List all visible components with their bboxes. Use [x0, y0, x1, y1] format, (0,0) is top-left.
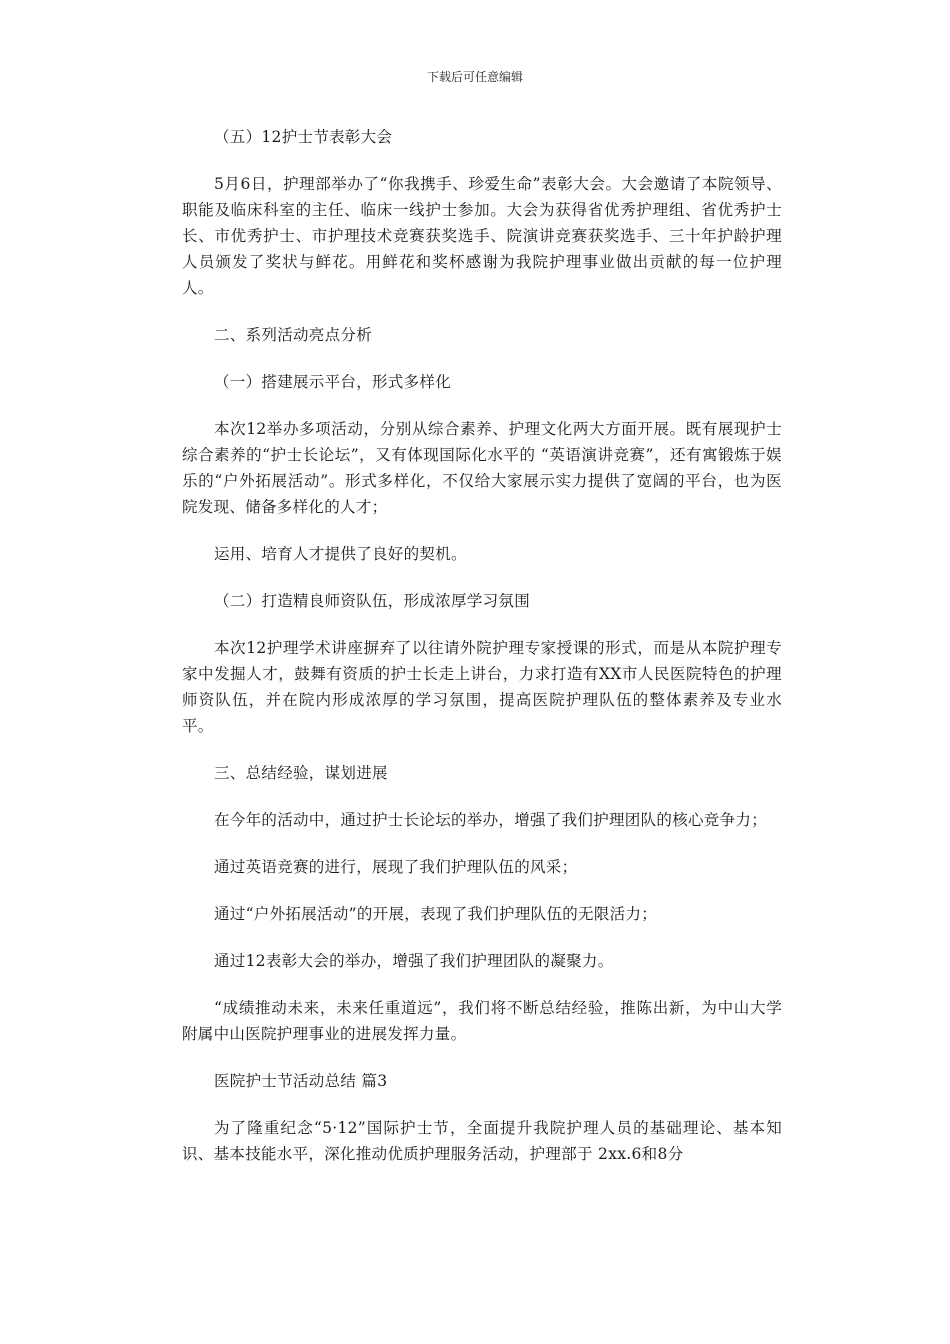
paragraph-future: “成绩推动未来，未来任重道远”，我们将不断总结经验，推陈出新，为中山大学附属中山医院护理事业的进展发挥力量。: [182, 999, 782, 1043]
paragraph-forum: 在今年的活动中，通过护士长论坛的举办，增强了我们护理团队的核心竞争力；: [214, 811, 768, 829]
paragraph-cohesion: 通过12表彰大会的举办，增强了我们护理团队的凝聚力。: [214, 952, 614, 970]
paragraph-part3-intro: 为了隆重纪念“5·12”国际护士节，全面提升我院护理人员的基础理论、基本知识、基本技能水平，深化推动优质护理服务活动，护理部于 2xx.6和8分: [182, 1119, 782, 1163]
subheading-faculty: （二）打造精良师资队伍，形成浓厚学习氛围: [214, 592, 531, 610]
paragraph-talent: 运用、培育人才提供了良好的契机。: [214, 545, 467, 563]
document-body: [182, 124, 782, 1167]
section-heading-award-ceremony: （五）12护士节表彰大会: [214, 128, 393, 146]
page-header-note: 下载后可任意编辑: [426, 70, 523, 84]
section-heading-summary: 三、总结经验，谋划进展: [214, 764, 388, 782]
paragraph-faculty: 本次12护理学术讲座摒弃了以往请外院护理专家授课的形式，而是从本院护理专家中发掘人才，鼓舞有资质的护士长走上讲台，力求打造有XX市人民医院特色的护理师资队伍，并在院内形成浓厚的学习氛围，提高医院护理队伍的整体素养及专业水平。: [182, 639, 782, 735]
paragraph-award-ceremony: 5月6日，护理部举办了“你我携手、珍爱生命”表彰大会。大会邀请了本院领导、职能及临床科室的主任、临床一线护士参加。大会为获得省优秀护理组、省优秀护士长、市优秀护士、市护理技术竞赛获奖选手、院演讲竞赛获奖选手、三十年护龄护理人员颁发了奖状与鲜花。用鲜花和奖杯感谢为我院护理事业做出贡献的每一位护理人。: [182, 175, 782, 297]
article-title-part3: 医院护士节活动总结 篇3: [214, 1072, 388, 1090]
paragraph-english-contest: 通过英语竞赛的进行，展现了我们护理队伍的风采；: [214, 858, 578, 876]
section-heading-highlights: 二、系列活动亮点分析: [214, 326, 373, 344]
paragraph-outdoor: 通过“户外拓展活动”的开展，表现了我们护理队伍的无限活力；: [214, 905, 658, 923]
subheading-platform: （一）搭建展示平台，形式多样化: [214, 373, 452, 391]
paragraph-platform: 本次12举办多项活动，分别从综合素养、护理文化两大方面开展。既有展现护士综合素养的“护士长论坛”，又有体现国际化水平的 “英语演讲竞赛”，还有寓锻炼于娱乐的“户外拓展活动”。形式多样化，不仅给大家展示实力提供了宽阔的平台，也为医院发现、储备多样化的人才；: [182, 420, 782, 516]
